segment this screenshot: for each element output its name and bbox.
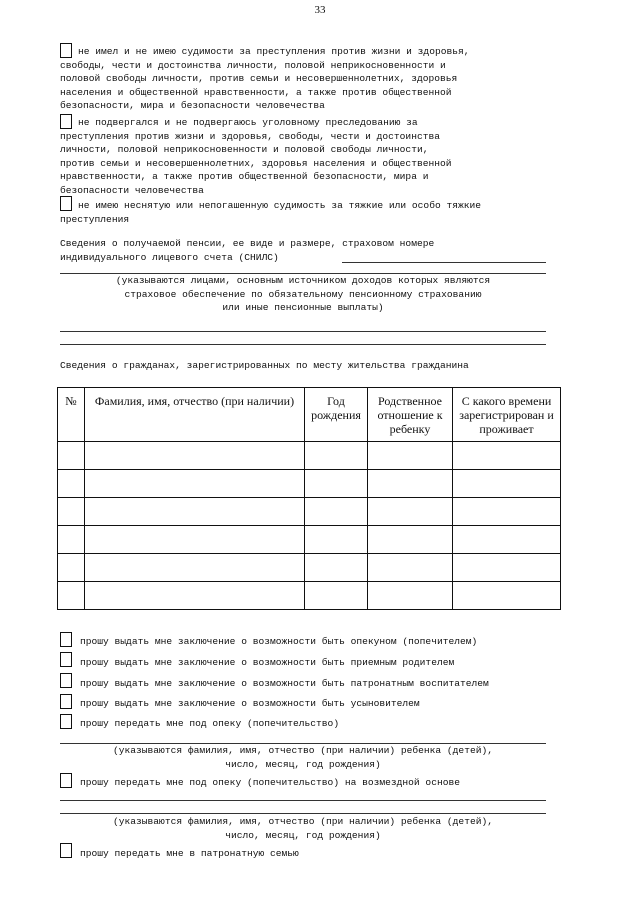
pension-extra-line-1[interactable] <box>60 331 546 332</box>
foster-parent-conclusion-label: прошу выдать мне заключение о возможности быть приемным родителем <box>80 657 455 668</box>
registered-heading: Сведения о гражданах, зарегистрированных по месту жительства гражданина <box>60 360 469 371</box>
registered-persons-table <box>57 387 561 610</box>
col-birth-year-header: Год рождения <box>305 388 368 442</box>
col-name-header: Фамилия, имя, отчество (при наличии) <box>85 388 305 442</box>
child-info-note-1: (указываются фамилия, имя, отчество (при наличии) ребенка (детей), число, месяц, год рождения) <box>113 745 493 770</box>
snils-input-line[interactable] <box>342 262 546 263</box>
cell-name[interactable] <box>85 554 305 582</box>
pension-note: (указываются лицами, основным источником доходов которых являются страховое обеспечение по обязательному пенсионному страхованию или иные пенсионные выплаты) <box>115 275 491 314</box>
no-prosecution-text: не подвергался и не подвергаюсь уголовному преследованию за преступления против жизни и здоровья, свободы, чести и достоинства личности, половой неприкосновенности и половой свободы личности, против семьи и несовершеннолетних, здоровья населения и общественной нравственности, а также против общественной безопасности, мира и безопасности человечества <box>60 117 452 196</box>
col-since-header: С какого времени зарегистрирован и проживает <box>453 388 561 442</box>
cell-relation[interactable] <box>368 498 453 526</box>
cell-birth-year[interactable] <box>305 554 368 582</box>
child-info-line-2a[interactable] <box>60 800 546 801</box>
guardianship-transfer-checkbox[interactable] <box>60 714 72 729</box>
cell-relation[interactable] <box>368 582 453 610</box>
guardian-conclusion-checkbox[interactable] <box>60 632 72 647</box>
cell-relation[interactable] <box>368 442 453 470</box>
cell-birth-year[interactable] <box>305 470 368 498</box>
cell-number[interactable] <box>58 582 85 610</box>
cell-birth-year[interactable] <box>305 526 368 554</box>
adopter-conclusion-label: прошу выдать мне заключение о возможности быть усыновителем <box>80 698 420 709</box>
cell-name[interactable] <box>85 582 305 610</box>
cell-since[interactable] <box>453 498 561 526</box>
col-number-header: № <box>58 388 85 442</box>
table-header-row <box>58 388 561 442</box>
cell-number[interactable] <box>58 442 85 470</box>
table-row <box>58 442 561 470</box>
guardian-conclusion-label: прошу выдать мне заключение о возможности быть опекуном (попечителем) <box>80 636 478 647</box>
no-conviction-text: не имел и не имею судимости за преступления против жизни и здоровья, свободы, чести и достоинства личности, половой неприкосновенности и половой свободы личности, против семьи и несовершеннолетних, здоровья населения и общественной нравственности, а также против общественной безопасности, мира и безопасности человечества <box>60 46 470 112</box>
foster-family-checkbox[interactable] <box>60 843 72 858</box>
cell-number[interactable] <box>58 526 85 554</box>
pension-info-label: Сведения о получаемой пенсии, ее виде и размере, страховом номере индивидуального лицевого счета (СНИЛС) <box>60 238 435 263</box>
page-number: 33 <box>314 4 326 16</box>
table-row <box>58 582 561 610</box>
paid-guardianship-checkbox[interactable] <box>60 773 72 788</box>
foster-parent-conclusion-checkbox[interactable] <box>60 652 72 667</box>
table-row <box>58 470 561 498</box>
table-row <box>58 554 561 582</box>
cell-since[interactable] <box>453 526 561 554</box>
cell-number[interactable] <box>58 554 85 582</box>
cell-since[interactable] <box>453 470 561 498</box>
cell-birth-year[interactable] <box>305 582 368 610</box>
cell-since[interactable] <box>453 442 561 470</box>
table-row <box>58 526 561 554</box>
cell-birth-year[interactable] <box>305 442 368 470</box>
patronage-conclusion-label: прошу выдать мне заключение о возможности быть патронатным воспитателем <box>80 678 489 689</box>
foster-family-label: прошу передать мне в патронатную семью <box>80 848 299 859</box>
pension-extra-line-2[interactable] <box>60 344 546 345</box>
paid-guardianship-label: прошу передать мне под опеку (попечительство) на возмездной основе <box>80 777 460 788</box>
child-info-line-2b[interactable] <box>60 813 546 814</box>
cell-relation[interactable] <box>368 470 453 498</box>
no-serious-conviction-text: не имею неснятую или непогашенную судимость за тяжкие или особо тяжкие преступления <box>60 200 482 225</box>
child-info-note-2: (указываются фамилия, имя, отчество (при наличии) ребенка (детей), число, месяц, год рождения) <box>113 816 493 841</box>
cell-name[interactable] <box>85 526 305 554</box>
patronage-conclusion-checkbox[interactable] <box>60 673 72 688</box>
adopter-conclusion-checkbox[interactable] <box>60 694 72 709</box>
cell-relation[interactable] <box>368 526 453 554</box>
cell-birth-year[interactable] <box>305 498 368 526</box>
cell-number[interactable] <box>58 498 85 526</box>
cell-name[interactable] <box>85 442 305 470</box>
cell-since[interactable] <box>453 582 561 610</box>
table-row <box>58 498 561 526</box>
cell-number[interactable] <box>58 470 85 498</box>
cell-name[interactable] <box>85 470 305 498</box>
col-relation-header: Родственное отношение к ребенку <box>368 388 453 442</box>
cell-relation[interactable] <box>368 554 453 582</box>
cell-name[interactable] <box>85 498 305 526</box>
cell-since[interactable] <box>453 554 561 582</box>
guardianship-transfer-label: прошу передать мне под опеку (попечительство) <box>80 718 340 729</box>
